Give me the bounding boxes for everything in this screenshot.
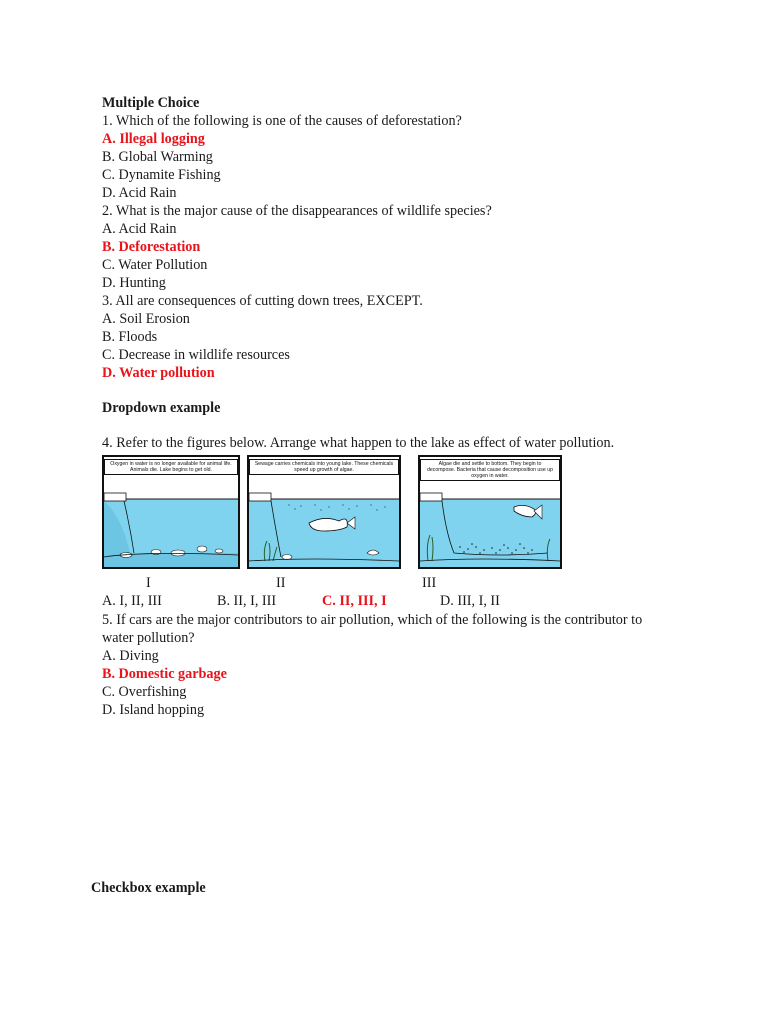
question-1-option-a[interactable]: A. Illegal logging (102, 131, 205, 147)
question-5-option-b[interactable]: B. Domestic garbage (102, 666, 227, 682)
question-1-option-b[interactable]: B. Global Warming (102, 149, 213, 165)
figure-panel-2 (247, 455, 401, 569)
figure-panel-3 (418, 455, 562, 569)
question-1-option-d[interactable]: D. Acid Rain (102, 185, 177, 201)
figure-2-label: II (276, 575, 286, 591)
question-5-option-d[interactable]: D. Island hopping (102, 702, 205, 718)
question-3-option-d[interactable]: D. Water pollution (102, 365, 215, 381)
section-title-checkbox: Checkbox example (91, 880, 206, 896)
question-2-option-a[interactable]: A. Acid Rain (102, 221, 177, 237)
question-4-option-d[interactable]: D. III, I, II (440, 593, 500, 609)
question-1-text: 1. Which of the following is one of the causes of deforestation? (102, 113, 462, 129)
question-5-option-c[interactable]: C. Overfishing (102, 684, 187, 700)
question-4-text: 4. Refer to the figures below. Arrange what happen to the lake as effect of water pollution. (102, 435, 615, 451)
figure-panel-1 (102, 455, 240, 569)
question-5-text-line2: water pollution? (102, 630, 195, 646)
question-3-option-b[interactable]: B. Floods (102, 329, 158, 345)
question-2-option-b[interactable]: B. Deforestation (102, 239, 201, 255)
question-4-option-b[interactable]: B. II, I, III (217, 593, 277, 609)
question-4-option-c[interactable]: C. II, III, I (322, 593, 387, 609)
question-2-option-d[interactable]: D. Hunting (102, 275, 166, 291)
question-2-option-c[interactable]: C. Water Pollution (102, 257, 208, 273)
figure-3-label: III (422, 575, 437, 591)
figure-2-caption: Sewage carries chemicals into young lake. These chemicals speed up growth of algae. (249, 459, 399, 475)
question-4-option-a[interactable]: A. I, II, III (102, 593, 162, 609)
question-3-option-a[interactable]: A. Soil Erosion (102, 311, 190, 327)
question-5-option-a[interactable]: A. Diving (102, 648, 159, 664)
question-3-option-c[interactable]: C. Decrease in wildlife resources (102, 347, 290, 363)
lake-figures (102, 455, 642, 569)
question-1-option-c[interactable]: C. Dynamite Fishing (102, 167, 221, 183)
question-2-text: 2. What is the major cause of the disappearances of wildlife species? (102, 203, 492, 219)
figure-1-label: I (146, 575, 151, 591)
section-title-dropdown: Dropdown example (102, 400, 221, 416)
section-title-multiple-choice: Multiple Choice (102, 95, 200, 111)
figure-3-caption: Algae die and settle to bottom. They begin to decompose. Bacteria that cause decomposition use up oxygen in water. (420, 459, 560, 481)
figure-1-caption: Oxygen in water is no longer available for animal life. Animals die. Lake begins to get old. (104, 459, 238, 475)
question-3-text: 3. All are consequences of cutting down trees, EXCEPT. (102, 293, 423, 309)
question-5-text-line1: 5. If cars are the major contributors to air pollution, which of the following is the contributor to (102, 612, 643, 628)
